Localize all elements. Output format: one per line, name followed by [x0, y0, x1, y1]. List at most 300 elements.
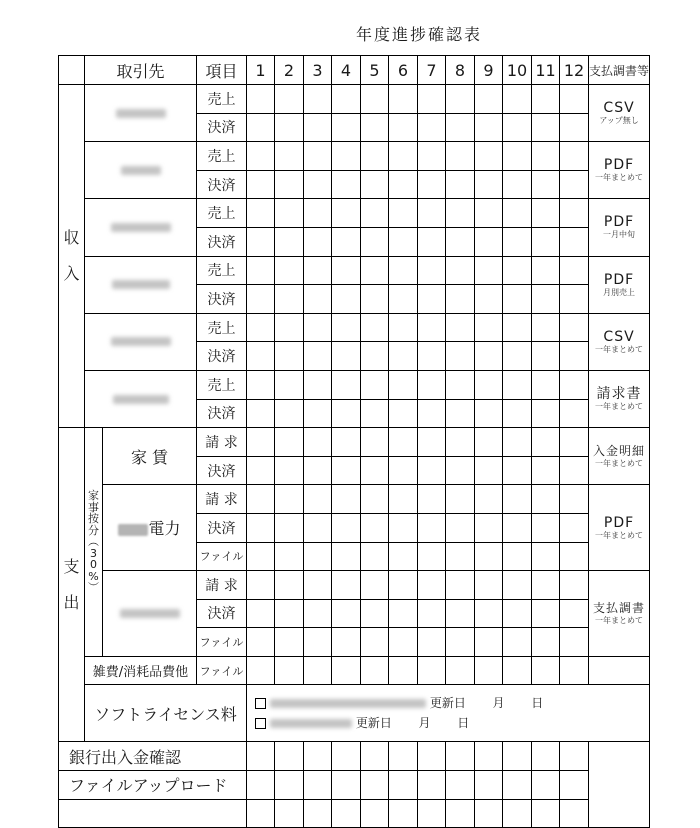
month-cell[interactable] — [475, 256, 503, 285]
month-cell[interactable] — [389, 142, 418, 171]
month-cell[interactable] — [475, 742, 503, 771]
month-cell[interactable] — [532, 399, 560, 428]
month-cell[interactable] — [275, 456, 304, 485]
month-cell[interactable] — [389, 370, 418, 399]
month-cell[interactable] — [446, 799, 475, 828]
month-cell[interactable] — [503, 142, 532, 171]
month-cell[interactable] — [560, 342, 589, 371]
month-cell[interactable] — [361, 485, 389, 514]
income-row — [59, 256, 650, 285]
month-cell[interactable] — [332, 628, 361, 657]
month-cell[interactable] — [389, 285, 418, 314]
month-cell[interactable] — [446, 113, 475, 142]
month-cell[interactable] — [475, 456, 503, 485]
month-cell[interactable] — [247, 656, 275, 685]
month-cell[interactable] — [275, 571, 304, 600]
month-cell[interactable] — [389, 742, 418, 771]
month-cell[interactable] — [304, 428, 332, 457]
month-cell[interactable] — [446, 628, 475, 657]
month-cell[interactable] — [475, 370, 503, 399]
month-cell[interactable] — [361, 456, 389, 485]
month-cell[interactable] — [361, 142, 389, 171]
month-cell[interactable] — [503, 113, 532, 142]
month-cell[interactable] — [446, 742, 475, 771]
month-cell[interactable] — [475, 771, 503, 800]
month-cell[interactable] — [361, 428, 389, 457]
month-cell[interactable] — [247, 142, 275, 171]
month-cell[interactable] — [332, 428, 361, 457]
month-cell[interactable] — [446, 170, 475, 199]
month-cell[interactable] — [332, 513, 361, 542]
month-cell[interactable] — [560, 456, 589, 485]
month-cell[interactable] — [247, 170, 275, 199]
month-cell[interactable] — [389, 542, 418, 571]
month-cell[interactable] — [475, 199, 503, 228]
month-cell[interactable] — [247, 256, 275, 285]
month-cell[interactable] — [275, 542, 304, 571]
month-cell[interactable] — [389, 199, 418, 228]
month-cell[interactable] — [389, 771, 418, 800]
month-cell[interactable] — [503, 571, 532, 600]
month-cell[interactable] — [418, 742, 446, 771]
month-cell[interactable] — [532, 256, 560, 285]
month-cell[interactable] — [503, 342, 532, 371]
month-cell[interactable] — [389, 113, 418, 142]
month-cell[interactable] — [475, 85, 503, 114]
month-cell[interactable] — [332, 456, 361, 485]
month-cell[interactable] — [446, 542, 475, 571]
month-cell[interactable] — [247, 742, 275, 771]
month-cell[interactable] — [304, 399, 332, 428]
month-cell[interactable] — [560, 399, 589, 428]
month-cell[interactable] — [446, 656, 475, 685]
month-cell[interactable] — [247, 628, 275, 657]
month-cell[interactable] — [332, 771, 361, 800]
month-cell[interactable] — [247, 456, 275, 485]
month-cell[interactable] — [532, 628, 560, 657]
month-cell[interactable] — [503, 370, 532, 399]
month-cell[interactable] — [275, 656, 304, 685]
month-cell[interactable] — [446, 399, 475, 428]
month-cell[interactable] — [304, 485, 332, 514]
month-cell[interactable] — [503, 656, 532, 685]
month-cell[interactable] — [503, 85, 532, 114]
month-cell[interactable] — [332, 742, 361, 771]
month-cell[interactable] — [332, 399, 361, 428]
month-cell[interactable] — [304, 656, 332, 685]
month-cell[interactable] — [389, 599, 418, 628]
month-cell[interactable] — [503, 799, 532, 828]
month-cell[interactable] — [275, 227, 304, 256]
month-cell[interactable] — [418, 199, 446, 228]
month-cell[interactable] — [304, 256, 332, 285]
month-cell[interactable] — [503, 456, 532, 485]
redacted-name — [270, 699, 426, 708]
month-cell[interactable] — [560, 599, 589, 628]
month-cell[interactable] — [247, 285, 275, 314]
month-cell[interactable] — [361, 113, 389, 142]
month-cell[interactable] — [275, 513, 304, 542]
month-cell[interactable] — [247, 571, 275, 600]
month-cell[interactable] — [532, 170, 560, 199]
month-cell[interactable] — [503, 428, 532, 457]
month-cell[interactable] — [560, 799, 589, 828]
month-cell[interactable] — [446, 142, 475, 171]
month-cell[interactable] — [503, 771, 532, 800]
month-cell[interactable] — [475, 799, 503, 828]
month-cell[interactable] — [247, 513, 275, 542]
month-cell[interactable] — [446, 599, 475, 628]
month-cell[interactable] — [446, 199, 475, 228]
month-cell[interactable] — [418, 628, 446, 657]
month-cell[interactable] — [361, 742, 389, 771]
month-cell[interactable] — [446, 313, 475, 342]
month-cell[interactable] — [503, 542, 532, 571]
month-cell[interactable] — [418, 599, 446, 628]
month-cell[interactable] — [446, 256, 475, 285]
month-cell[interactable] — [475, 542, 503, 571]
checkbox[interactable] — [255, 718, 266, 729]
month-cell[interactable] — [503, 485, 532, 514]
month-cell[interactable] — [389, 485, 418, 514]
month-cell[interactable] — [332, 227, 361, 256]
month-cell[interactable] — [304, 799, 332, 828]
month-cell[interactable] — [446, 771, 475, 800]
month-cell[interactable] — [275, 142, 304, 171]
month-cell[interactable] — [361, 542, 389, 571]
month-cell[interactable] — [275, 170, 304, 199]
month-cell[interactable] — [361, 227, 389, 256]
month-cell[interactable] — [332, 170, 361, 199]
month-cell[interactable] — [247, 227, 275, 256]
month-cell[interactable] — [332, 571, 361, 600]
month-cell[interactable] — [332, 256, 361, 285]
month-cell[interactable] — [418, 399, 446, 428]
month-cell[interactable] — [532, 113, 560, 142]
month-cell[interactable] — [503, 285, 532, 314]
month-cell[interactable] — [304, 599, 332, 628]
month-cell[interactable] — [275, 742, 304, 771]
month-cell[interactable] — [560, 771, 589, 800]
month-cell[interactable] — [389, 170, 418, 199]
month-cell[interactable] — [503, 513, 532, 542]
month-cell[interactable] — [389, 256, 418, 285]
month-cell[interactable] — [418, 285, 446, 314]
month-cell[interactable] — [560, 742, 589, 771]
month-cell[interactable] — [503, 313, 532, 342]
month-cell[interactable] — [247, 113, 275, 142]
month-cell[interactable] — [475, 313, 503, 342]
month-cell[interactable] — [532, 656, 560, 685]
month-cell[interactable] — [560, 571, 589, 600]
month-cell[interactable] — [475, 656, 503, 685]
month-cell[interactable] — [418, 370, 446, 399]
month-cell[interactable] — [332, 85, 361, 114]
month-cell[interactable] — [475, 170, 503, 199]
month-cell[interactable] — [304, 313, 332, 342]
month-cell[interactable] — [418, 485, 446, 514]
month-cell[interactable] — [532, 485, 560, 514]
month-cell[interactable] — [332, 656, 361, 685]
month-cell[interactable] — [560, 256, 589, 285]
month-cell[interactable] — [446, 485, 475, 514]
month-cell[interactable] — [532, 370, 560, 399]
month-cell[interactable] — [275, 256, 304, 285]
month-cell[interactable] — [418, 456, 446, 485]
month-cell[interactable] — [446, 227, 475, 256]
month-cell[interactable] — [275, 85, 304, 114]
month-cell[interactable] — [275, 113, 304, 142]
month-cell[interactable] — [475, 599, 503, 628]
month-cell[interactable] — [247, 199, 275, 228]
month-cell[interactable] — [560, 170, 589, 199]
month-cell[interactable] — [361, 513, 389, 542]
checkbox[interactable] — [255, 698, 266, 709]
month-cell[interactable] — [304, 771, 332, 800]
month-cell[interactable] — [475, 571, 503, 600]
month-cell[interactable] — [304, 142, 332, 171]
month-cell[interactable] — [532, 742, 560, 771]
month-cell[interactable] — [532, 342, 560, 371]
month-cell[interactable] — [418, 542, 446, 571]
month-cell[interactable] — [532, 285, 560, 314]
month-cell[interactable] — [532, 799, 560, 828]
month-cell[interactable] — [247, 370, 275, 399]
month-cell[interactable] — [332, 285, 361, 314]
month-cell[interactable] — [275, 370, 304, 399]
month-cell[interactable] — [418, 428, 446, 457]
income-row — [59, 85, 650, 114]
month-cell[interactable] — [275, 799, 304, 828]
month-cell[interactable] — [361, 571, 389, 600]
bank-row — [59, 742, 650, 771]
month-cell[interactable] — [247, 799, 275, 828]
month-cell[interactable] — [475, 342, 503, 371]
month-cell[interactable] — [332, 485, 361, 514]
month-cell[interactable] — [475, 399, 503, 428]
month-cell[interactable] — [304, 113, 332, 142]
month-cell[interactable] — [304, 628, 332, 657]
month-cell[interactable] — [560, 628, 589, 657]
month-cell[interactable] — [361, 85, 389, 114]
month-cell[interactable] — [560, 656, 589, 685]
month-cell[interactable] — [560, 85, 589, 114]
month-cell[interactable] — [532, 771, 560, 800]
month-cell[interactable] — [418, 256, 446, 285]
month-cell[interactable] — [332, 113, 361, 142]
month-cell[interactable] — [532, 428, 560, 457]
month-cell[interactable] — [332, 313, 361, 342]
month-cell[interactable] — [332, 142, 361, 171]
month-cell[interactable] — [332, 370, 361, 399]
month-cell[interactable] — [560, 542, 589, 571]
month-cell[interactable] — [560, 370, 589, 399]
month-cell[interactable] — [475, 513, 503, 542]
month-cell[interactable] — [418, 170, 446, 199]
month-cell[interactable] — [332, 599, 361, 628]
month-cell[interactable] — [503, 599, 532, 628]
month-cell[interactable] — [560, 227, 589, 256]
header-month: 9 — [475, 56, 503, 85]
month-cell[interactable] — [503, 399, 532, 428]
month-cell[interactable] — [560, 313, 589, 342]
item-label: 決済 — [197, 513, 247, 542]
month-cell[interactable] — [247, 485, 275, 514]
month-cell[interactable] — [275, 485, 304, 514]
month-cell[interactable] — [475, 142, 503, 171]
month-cell[interactable] — [532, 513, 560, 542]
month-cell[interactable] — [332, 542, 361, 571]
month-cell[interactable] — [304, 342, 332, 371]
month-cell[interactable] — [503, 628, 532, 657]
month-cell[interactable] — [304, 542, 332, 571]
month-cell[interactable] — [361, 399, 389, 428]
month-cell[interactable] — [304, 170, 332, 199]
month-cell[interactable] — [560, 428, 589, 457]
month-cell[interactable] — [389, 628, 418, 657]
month-cell[interactable] — [304, 370, 332, 399]
month-cell[interactable] — [247, 542, 275, 571]
month-cell[interactable] — [503, 742, 532, 771]
month-cell[interactable] — [361, 342, 389, 371]
month-cell[interactable] — [361, 285, 389, 314]
month-cell[interactable] — [332, 342, 361, 371]
month-cell[interactable] — [532, 456, 560, 485]
month-cell[interactable] — [560, 113, 589, 142]
month-cell[interactable] — [389, 656, 418, 685]
month-cell[interactable] — [418, 799, 446, 828]
month-cell[interactable] — [304, 285, 332, 314]
item-label: ファイル — [197, 656, 247, 685]
month-cell[interactable] — [532, 199, 560, 228]
month-cell[interactable] — [304, 742, 332, 771]
month-cell[interactable] — [560, 199, 589, 228]
month-cell[interactable] — [304, 571, 332, 600]
month-cell[interactable] — [418, 342, 446, 371]
month-cell[interactable] — [446, 285, 475, 314]
month-cell[interactable] — [361, 599, 389, 628]
month-cell[interactable] — [389, 456, 418, 485]
month-cell[interactable] — [560, 285, 589, 314]
month-cell[interactable] — [361, 199, 389, 228]
month-cell[interactable] — [275, 342, 304, 371]
month-cell[interactable] — [532, 542, 560, 571]
month-cell[interactable] — [418, 85, 446, 114]
month-cell[interactable] — [532, 85, 560, 114]
month-cell[interactable] — [503, 170, 532, 199]
month-cell[interactable] — [247, 342, 275, 371]
month-cell[interactable] — [389, 227, 418, 256]
month-cell[interactable] — [532, 571, 560, 600]
month-cell[interactable] — [275, 428, 304, 457]
month-cell[interactable] — [247, 599, 275, 628]
month-cell[interactable] — [475, 113, 503, 142]
month-cell[interactable] — [361, 313, 389, 342]
month-cell[interactable] — [418, 771, 446, 800]
month-cell[interactable] — [446, 456, 475, 485]
month-cell[interactable] — [389, 513, 418, 542]
month-cell[interactable] — [418, 513, 446, 542]
month-cell[interactable] — [475, 227, 503, 256]
month-cell[interactable] — [560, 485, 589, 514]
month-cell[interactable] — [361, 628, 389, 657]
month-cell[interactable] — [247, 85, 275, 114]
month-cell[interactable] — [275, 285, 304, 314]
month-cell[interactable] — [532, 313, 560, 342]
month-cell[interactable] — [304, 227, 332, 256]
month-cell[interactable] — [560, 513, 589, 542]
month-cell[interactable] — [418, 142, 446, 171]
month-cell[interactable] — [275, 599, 304, 628]
income-row — [59, 199, 650, 228]
month-cell[interactable] — [361, 799, 389, 828]
month-cell[interactable] — [418, 113, 446, 142]
month-cell[interactable] — [446, 571, 475, 600]
month-cell[interactable] — [532, 599, 560, 628]
month-cell[interactable] — [361, 370, 389, 399]
month-cell[interactable] — [361, 170, 389, 199]
month-cell[interactable] — [503, 227, 532, 256]
month-cell[interactable] — [275, 313, 304, 342]
month-cell[interactable] — [275, 399, 304, 428]
month-cell[interactable] — [304, 513, 332, 542]
month-cell[interactable] — [304, 199, 332, 228]
month-cell[interactable] — [475, 285, 503, 314]
month-cell[interactable] — [389, 799, 418, 828]
month-cell[interactable] — [475, 628, 503, 657]
month-cell[interactable] — [446, 342, 475, 371]
month-cell[interactable] — [446, 428, 475, 457]
month-cell[interactable] — [275, 771, 304, 800]
month-cell[interactable] — [475, 485, 503, 514]
month-cell[interactable] — [361, 256, 389, 285]
month-cell[interactable] — [475, 428, 503, 457]
client-name — [85, 370, 197, 427]
month-cell[interactable] — [389, 85, 418, 114]
month-cell[interactable] — [418, 227, 446, 256]
month-cell[interactable] — [361, 771, 389, 800]
month-cell[interactable] — [389, 342, 418, 371]
month-cell[interactable] — [389, 313, 418, 342]
month-cell[interactable] — [247, 771, 275, 800]
month-cell[interactable] — [446, 513, 475, 542]
month-cell[interactable] — [247, 428, 275, 457]
month-cell[interactable] — [361, 656, 389, 685]
month-cell[interactable] — [418, 571, 446, 600]
month-cell[interactable] — [332, 799, 361, 828]
month-cell[interactable] — [446, 370, 475, 399]
month-cell[interactable] — [389, 428, 418, 457]
month-cell[interactable] — [560, 142, 589, 171]
month-cell[interactable] — [418, 656, 446, 685]
month-cell[interactable] — [247, 399, 275, 428]
month-cell[interactable] — [304, 456, 332, 485]
month-cell[interactable] — [503, 256, 532, 285]
month-cell[interactable] — [247, 313, 275, 342]
month-cell[interactable] — [418, 313, 446, 342]
month-cell[interactable] — [532, 142, 560, 171]
month-cell[interactable] — [332, 199, 361, 228]
month-cell[interactable] — [503, 199, 532, 228]
month-cell[interactable] — [304, 85, 332, 114]
month-cell[interactable] — [389, 399, 418, 428]
upload-row — [59, 771, 650, 800]
month-cell[interactable] — [275, 199, 304, 228]
month-cell[interactable] — [275, 628, 304, 657]
month-cell[interactable] — [446, 85, 475, 114]
month-cell[interactable] — [389, 571, 418, 600]
month-cell[interactable] — [532, 227, 560, 256]
